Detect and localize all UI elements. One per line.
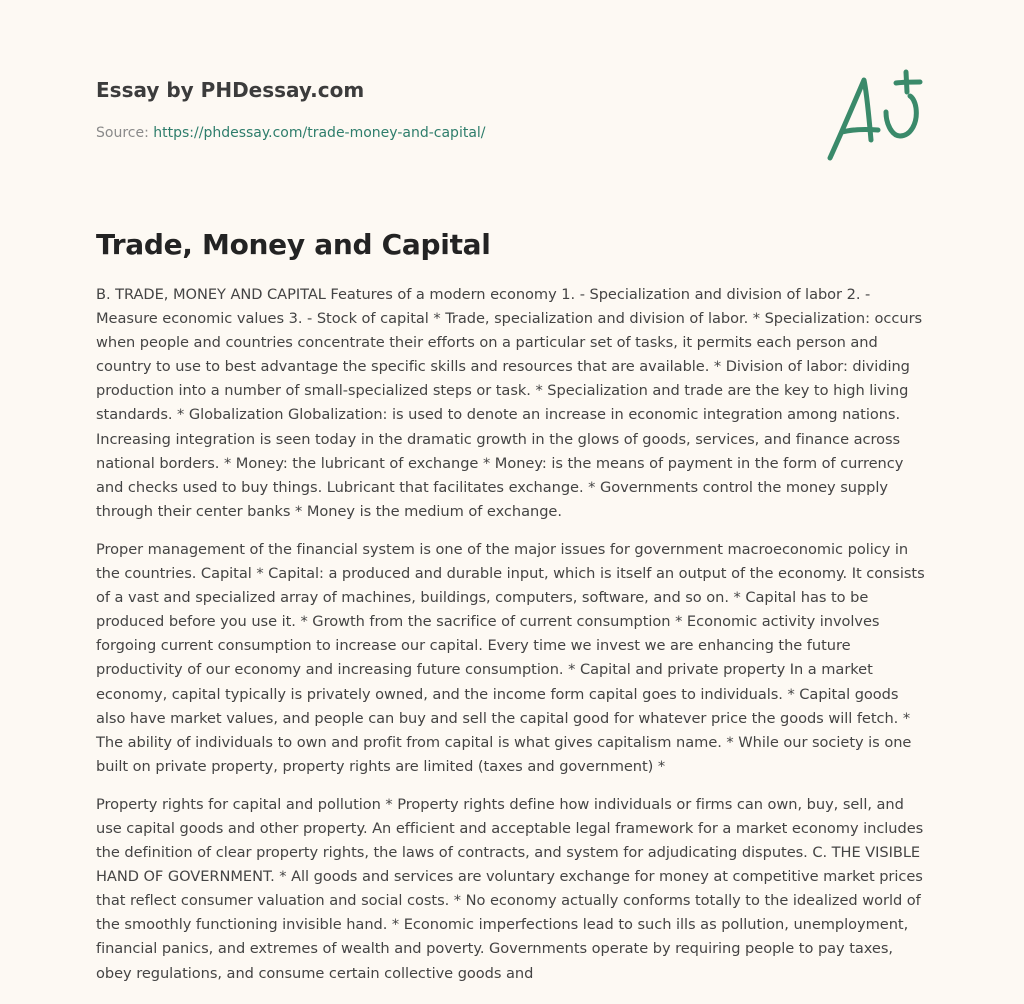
source-label: Source: <box>96 125 154 141</box>
source-line <box>96 122 486 144</box>
a-plus-icon <box>820 66 932 166</box>
paragraph: Proper management of the financial system is one of the major issues for government macroeconomic policy in the countries. Capital * Capital: a produced and durable input, which is itself an output of the economy. It consists of a vast and specialized array of machines, buildings, computers, software, and so on. * Capital has to be produced before you use it. * Growth from the sacrifice of current consumption * Economic activity involves forgoing current consumption to increase our capital. Every time we invest we are enhancing the future productivity of our economy and increasing future consumption. * Capital and private property In a market economy, capital typically is privately owned, and the income form capital goes to individuals. * Capital goods also have market values, and people can buy and sell the capital good for whatever price the goods will fetch. * The ability of individuals to own and profit from capital is what gives capitalism name. * While our society is one built on private property, property rights are limited (taxes and government) * <box>96 540 925 775</box>
paragraph: B. TRADE, MONEY AND CAPITAL Features of a modern economy 1. - Specialization and division of labor 2. - Measure economic values 3. - Stock of capital * Trade, specialization and division of labor. * Specialization: occurs when people and countries concentrate their efforts on a particular set of tasks, it permits each person and country to use to best advantage the specific skills and resources that are available. * Division of labor: dividing production into a number of small-specialized steps or task. * Specialization and trade are the key to high living standards. * Globalization Globalization: is used to denote an increase in economic integration among nations. Increasing integration is seen today in the dramatic growth in the glows of goods, services, and finance across national borders. * Money: the lubricant of exchange * Money: is the means of payment in the form of currency and checks used to buy things. Lubricant that facilitates exchange. * Governments control the money supply through their center banks * Money is the medium of exchange. <box>96 286 923 520</box>
site-brand: Essay by PHDessay.com <box>96 78 365 102</box>
article-body <box>96 283 932 1000</box>
source-link[interactable]: https://phdessay.com/trade-money-and-capital/ <box>153 125 486 141</box>
paragraph: Property rights for capital and pollution * Property rights define how individuals or firms can own, buy, sell, and use capital goods and other property. An efficient and acceptable legal framework for a market economy includes the definition of clear property rights, the laws of contracts, and system for adjudicating disputes. C. THE VISIBLE HAND OF GOVERNMENT. * All goods and services are voluntary exchange for money at competitive market prices that reflect consumer valuation and social costs. * No economy actually conforms totally to the idealized world of the smoothly functioning invisible hand. * Economic imperfections lead to such ills as pollution, unemployment, financial panics, and extremes of wealth and poverty. Governments operate by requiring people to pay taxes, obey regulations, and consume certain collective goods and <box>96 795 924 982</box>
article-title: Trade, Money and Capital <box>96 228 491 261</box>
